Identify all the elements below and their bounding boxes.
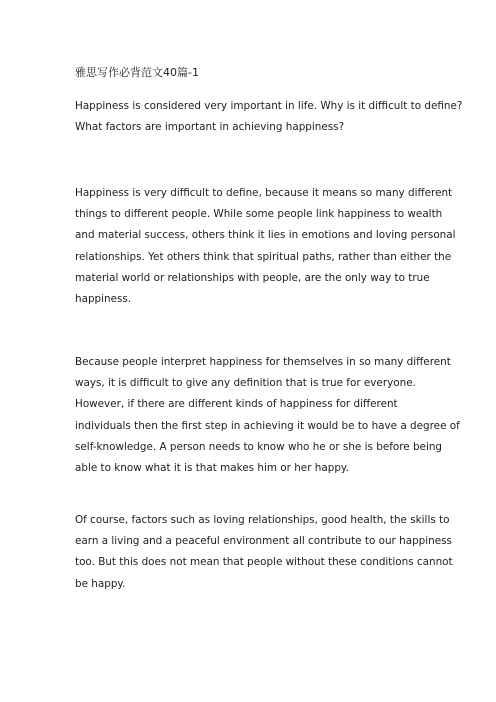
paragraph-line: things to different people. While some people link happiness to wealth <box>75 208 443 221</box>
paragraph-line: individuals then the first step in achieving it would be to have a degree of <box>75 419 460 432</box>
paragraph-line: able to know what it is that makes him or her happy. <box>75 462 349 475</box>
essay-prompt <box>75 96 465 138</box>
paragraph-line: earn a living and a peaceful environment all contribute to our happiness <box>75 535 452 548</box>
paragraph-line: Happiness is very difficult to define, because it means so many different <box>75 187 453 199</box>
paragraph-line: be happy. <box>75 577 126 590</box>
paragraph-line: ways, it is difficult to give any definition that is true for everyone. <box>75 377 416 390</box>
prompt-line: What factors are important in achieving happiness? <box>75 121 345 133</box>
paragraph-line: too. But this does not mean that people without these conditions cannot <box>75 556 453 569</box>
paragraph-line: Of course, factors such as loving relationships, good health, the skills to <box>75 514 450 526</box>
paragraph-1 <box>75 183 456 310</box>
document-title: 雅思写作必背范文40篇-1 <box>75 66 199 79</box>
paragraph-line: happiness. <box>75 293 132 306</box>
paragraph-line: material world or relationships with people, are the only way to true <box>75 271 430 284</box>
paragraph-line: relationships. Yet others think that spiritual paths, rather than either the <box>75 250 452 263</box>
paragraph-3 <box>75 510 453 595</box>
paragraph-line: However, if there are different kinds of happiness for different <box>75 398 398 411</box>
paragraph-line: self-knowledge. A person needs to know who he or she is before being <box>75 440 443 453</box>
prompt-line: Happiness is considered very important in life. Why is it difficult to define? <box>75 100 463 112</box>
paragraph-2 <box>75 352 460 479</box>
paragraph-line: Because people interpret happiness for themselves in so many different <box>75 356 451 368</box>
paragraph-line: and material success, others think it lies in emotions and loving personal <box>75 229 456 242</box>
